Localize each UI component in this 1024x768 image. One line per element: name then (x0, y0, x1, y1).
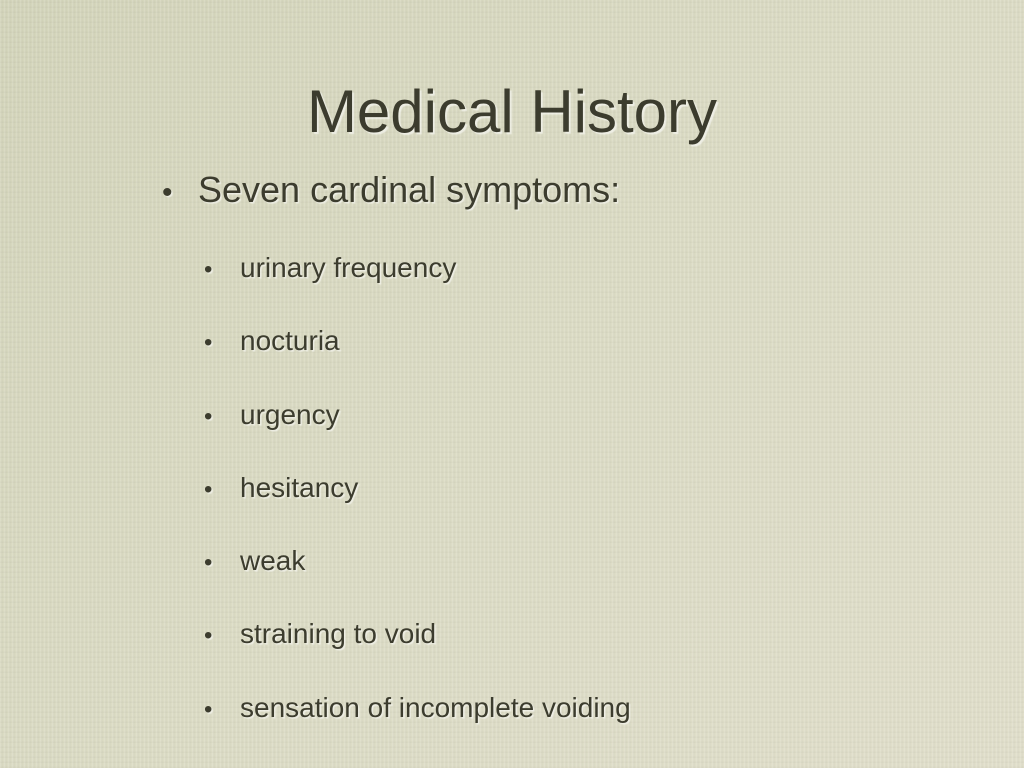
bullet-icon: • (204, 402, 213, 430)
symptom-text: urinary frequency (240, 252, 457, 283)
bullet-icon: • (204, 622, 213, 650)
list-item (204, 470, 631, 543)
bullet-icon: • (204, 256, 213, 283)
symptom-text: straining to void (240, 618, 437, 650)
symptom-text: weak (240, 545, 306, 577)
bullet-icon: • (204, 475, 213, 503)
bullet-icon: • (162, 176, 173, 209)
list-item (204, 616, 631, 689)
symptom-text: hesitancy (240, 471, 359, 503)
symptom-text: sensation of incomplete voiding (240, 691, 631, 723)
symptom-text: nocturia (240, 325, 340, 357)
list-item (204, 397, 631, 470)
list-item (204, 543, 631, 616)
main-bullet-text: Seven cardinal symptoms: (198, 169, 621, 210)
symptom-text: urgency (240, 398, 340, 430)
list-item (204, 323, 631, 396)
bullet-icon: • (204, 695, 213, 723)
list-item (204, 250, 631, 323)
bullet-icon: • (204, 549, 213, 577)
list-item (204, 690, 631, 763)
main-bullet-item (162, 167, 620, 216)
symptom-list (204, 250, 631, 763)
slide-title: Medical History (306, 78, 718, 145)
bullet-icon: • (204, 329, 213, 357)
